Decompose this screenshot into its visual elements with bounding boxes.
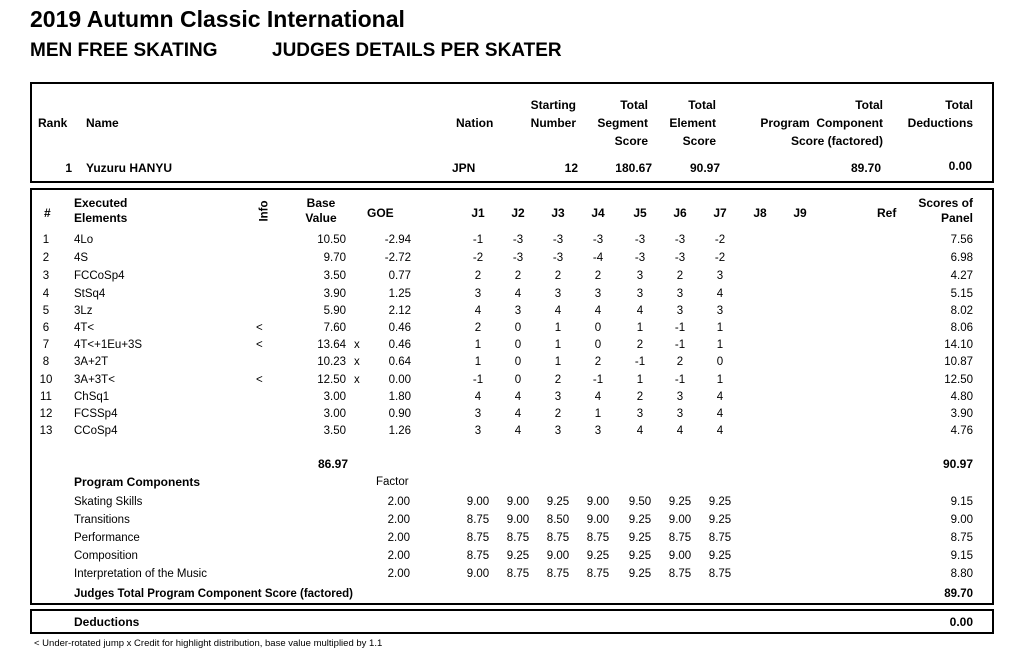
pcs-panel-score: 9.15	[950, 550, 973, 562]
element-x-flag: x	[354, 356, 360, 368]
element-judge-score: 2	[514, 270, 522, 282]
element-judge-score: 3	[676, 391, 684, 403]
element-panel-score: 8.06	[950, 322, 973, 334]
pcs-factor: 2.00	[387, 568, 410, 580]
element-judge-score: 0	[514, 339, 522, 351]
pcs-judge-score: 8.75	[506, 532, 530, 544]
judge-header-2: J2	[511, 206, 525, 220]
pcs-judge-score: 9.00	[668, 550, 692, 562]
element-goe: -2.72	[384, 252, 411, 264]
element-base-value: 10.50	[317, 234, 346, 246]
pcs-judge-score: 9.00	[546, 550, 570, 562]
skater-deductions: 0.00	[948, 159, 972, 173]
element-judge-score: 1	[716, 339, 724, 351]
element-judge-score: -3	[552, 234, 564, 246]
elements-header: Executed Elements	[74, 196, 128, 225]
pcs-judge-score: 9.25	[586, 550, 610, 562]
element-judge-score: -1	[674, 339, 686, 351]
element-judge-score: 4	[716, 288, 724, 300]
element-judge-score: -4	[592, 252, 604, 264]
pcs-judge-score: 9.00	[466, 568, 490, 580]
element-info: <	[256, 339, 263, 351]
element-number: 5	[42, 305, 50, 317]
pcs-judge-score: 8.50	[546, 514, 570, 526]
element-judge-score: 4	[636, 425, 644, 437]
pcs-judge-score: 8.75	[708, 568, 732, 580]
pcs-panel-score: 9.15	[950, 496, 973, 508]
element-judge-score: 4	[636, 305, 644, 317]
element-judge-score: 4	[514, 288, 522, 300]
pcs-factor: 2.00	[387, 550, 410, 562]
element-number: 6	[42, 322, 50, 334]
element-judge-score: 1	[636, 322, 644, 334]
judge-header-9: J9	[793, 206, 807, 220]
skater-rank: 1	[65, 161, 72, 175]
element-judge-score: 1	[554, 339, 562, 351]
pcs-judge-score: 9.25	[546, 496, 570, 508]
element-judge-score: -1	[674, 374, 686, 386]
element-goe: 0.46	[388, 339, 411, 351]
element-name: FCSSp4	[74, 408, 118, 420]
element-judge-score: 2	[676, 356, 684, 368]
element-judge-score: -3	[634, 252, 646, 264]
deductions-value: 0.00	[949, 615, 973, 629]
element-judge-score: 1	[716, 374, 724, 386]
pcs-component-name: Composition	[74, 550, 138, 562]
element-judge-score: 3	[514, 305, 522, 317]
element-name: ChSq1	[74, 391, 110, 403]
element-panel-score: 8.02	[950, 305, 973, 317]
element-info: <	[256, 374, 263, 386]
element-judge-score: 4	[716, 425, 724, 437]
element-goe: 1.26	[388, 425, 411, 437]
pcs-judge-score: 8.75	[466, 550, 490, 562]
pcs-judge-score: 9.25	[506, 550, 530, 562]
pcs-judge-score: 8.75	[466, 514, 490, 526]
element-judge-score: -2	[714, 252, 726, 264]
pcs-component-name: Interpretation of the Music	[74, 568, 207, 580]
element-judge-score: 2	[676, 270, 684, 282]
element-panel-score: 12.50	[944, 374, 973, 386]
element-judge-score: 2	[636, 391, 644, 403]
element-goe: 0.00	[388, 374, 411, 386]
pcs-component-name: Transitions	[74, 514, 130, 526]
element-goe: -2.94	[384, 234, 411, 246]
element-x-flag: x	[354, 339, 360, 351]
element-judge-score: 2	[474, 270, 482, 282]
pcs-judge-score: 9.25	[628, 550, 652, 562]
element-judge-score: 2	[554, 270, 562, 282]
element-panel-score: 6.98	[950, 252, 973, 264]
element-panel-score: 4.27	[950, 270, 973, 282]
pcs-judge-score: 8.75	[466, 532, 490, 544]
deductions-header: Total Deductions	[907, 98, 973, 130]
tss-header: Total Segment Score	[597, 98, 648, 148]
goe-header: GOE	[367, 206, 394, 220]
pcs-judge-score: 9.25	[708, 550, 732, 562]
element-judge-score: -3	[552, 252, 564, 264]
judge-header-1: J1	[471, 206, 485, 220]
element-goe: 2.12	[388, 305, 411, 317]
element-base-value: 12.50	[317, 374, 346, 386]
element-judge-score: 0	[514, 322, 522, 334]
element-panel-score: 5.15	[950, 288, 973, 300]
element-judge-score: 3	[716, 305, 724, 317]
element-judge-score: 3	[554, 425, 562, 437]
element-judge-score: 3	[676, 408, 684, 420]
element-name: FCCoSp4	[74, 270, 125, 282]
pcs-judge-score: 8.75	[668, 532, 692, 544]
pcs-judge-score: 9.00	[466, 496, 490, 508]
element-judge-score: -2	[714, 234, 726, 246]
element-goe: 0.90	[388, 408, 411, 420]
element-judge-score: 4	[676, 425, 684, 437]
element-goe: 0.64	[388, 356, 411, 368]
skater-nation: JPN	[452, 161, 476, 175]
element-base-value: 3.50	[323, 270, 346, 282]
element-number: 2	[42, 252, 50, 264]
element-judge-score: 4	[514, 408, 522, 420]
element-judge-score: 4	[474, 391, 482, 403]
element-judge-score: -3	[674, 234, 686, 246]
element-judge-score: 4	[554, 305, 562, 317]
pcs-panel-score: 8.80	[950, 568, 973, 580]
pcs-total-value: 89.70	[944, 588, 973, 600]
element-base-value: 9.70	[323, 252, 346, 264]
base-value-header: Base Value	[305, 196, 337, 225]
pcs-component-name: Skating Skills	[74, 496, 143, 508]
element-judge-score: 1	[474, 339, 482, 351]
element-judge-score: 3	[594, 288, 602, 300]
element-judge-score: 4	[594, 305, 602, 317]
element-number: 11	[40, 391, 52, 403]
rank-header: Rank	[38, 116, 68, 130]
element-judge-score: 2	[594, 356, 602, 368]
name-header: Name	[86, 116, 119, 130]
pcs-judge-score: 8.75	[546, 568, 570, 580]
element-base-value: 7.60	[323, 322, 346, 334]
pcs-judge-score: 9.00	[506, 514, 530, 526]
element-judge-score: 0	[514, 356, 522, 368]
element-num-header: #	[44, 206, 51, 220]
element-name: 3A+3T<	[74, 374, 115, 386]
element-judge-score: 3	[636, 408, 644, 420]
element-name: 3A+2T	[74, 356, 109, 368]
element-name: 4T<	[74, 322, 95, 334]
skater-tss: 180.67	[615, 161, 652, 175]
judge-header-7: J7	[713, 206, 727, 220]
element-number: 7	[42, 339, 50, 351]
panel-score-header: Scores of Panel	[918, 196, 973, 225]
element-judge-score: 2	[474, 322, 482, 334]
judge-header-5: J5	[633, 206, 647, 220]
pcs-factor: 2.00	[387, 532, 410, 544]
element-goe: 1.25	[388, 288, 411, 300]
element-number: 13	[39, 425, 53, 437]
pcs-factor: 2.00	[387, 496, 410, 508]
element-judge-score: 3	[594, 425, 602, 437]
element-judge-score: -1	[634, 356, 646, 368]
element-judge-score: 4	[594, 391, 602, 403]
element-base-value: 13.64	[317, 339, 346, 351]
pcs-judge-score: 9.25	[628, 568, 652, 580]
pcs-judge-score: 9.00	[586, 496, 610, 508]
pcs-section-title: Program Components	[74, 475, 201, 489]
element-judge-score: 3	[554, 288, 562, 300]
element-panel-score: 14.10	[944, 339, 973, 351]
elements-panel-total: 90.97	[942, 457, 973, 471]
element-judge-score: 2	[636, 339, 644, 351]
pcs-total-label: Judges Total Program Component Score (factored)	[74, 588, 354, 600]
pcs-factor: 2.00	[387, 514, 410, 526]
nation-header: Nation	[456, 116, 494, 130]
element-panel-score: 3.90	[950, 408, 973, 420]
element-judge-score: 3	[636, 288, 644, 300]
pcs-judge-score: 9.00	[668, 514, 692, 526]
element-goe: 1.80	[388, 391, 411, 403]
element-judge-score: -3	[512, 234, 524, 246]
element-judge-score: 3	[676, 288, 684, 300]
element-judge-score: 1	[474, 356, 482, 368]
element-judge-score: 3	[716, 270, 724, 282]
element-judge-score: 1	[716, 322, 724, 334]
element-judge-score: -1	[472, 374, 484, 386]
element-base-value: 3.00	[323, 391, 346, 403]
element-goe: 0.46	[388, 322, 411, 334]
page-title: 2019 Autumn Classic International	[30, 6, 405, 32]
element-judge-score: 3	[636, 270, 644, 282]
judge-header-6: J6	[673, 206, 687, 220]
element-number: 10	[39, 374, 53, 386]
pcs-judge-score: 8.75	[586, 532, 610, 544]
element-base-value: 10.23	[317, 356, 346, 368]
element-judge-score: 0	[594, 339, 602, 351]
element-judge-score: 4	[514, 391, 522, 403]
element-judge-score: 4	[474, 305, 482, 317]
element-x-flag: x	[354, 374, 360, 386]
pcs-judge-score: 8.75	[586, 568, 610, 580]
element-judge-score: 2	[594, 270, 602, 282]
element-judge-score: 0	[716, 356, 724, 368]
element-judge-score: 4	[716, 391, 724, 403]
element-name: 4Lo	[74, 234, 94, 246]
segment-title: MEN FREE SKATING	[30, 40, 218, 61]
element-info: <	[256, 322, 263, 334]
pcs-judge-score: 9.25	[628, 532, 652, 544]
element-name: 3Lz	[74, 305, 93, 317]
element-number: 1	[42, 234, 50, 246]
skater-name: Yuzuru HANYU	[86, 161, 173, 175]
element-judge-score: 2	[554, 408, 562, 420]
element-number: 3	[42, 270, 50, 282]
element-judge-score: -3	[592, 234, 604, 246]
element-base-value: 3.90	[323, 288, 346, 300]
element-judge-score: 3	[474, 408, 482, 420]
element-judge-score: -2	[472, 252, 484, 264]
pcs-judge-score: 9.25	[628, 514, 652, 526]
element-name: CCoSp4	[74, 425, 118, 437]
element-judge-score: 3	[676, 305, 684, 317]
element-base-value: 5.90	[323, 305, 346, 317]
pcs-judge-score: 8.75	[708, 532, 732, 544]
element-name: 4S	[74, 252, 89, 264]
element-judge-score: -1	[674, 322, 686, 334]
skater-tes: 90.97	[689, 161, 720, 175]
element-number: 4	[42, 288, 50, 300]
judge-header-4: J4	[591, 206, 605, 220]
element-panel-score: 10.87	[944, 356, 973, 368]
element-base-value: 3.50	[323, 425, 346, 437]
element-base-value: 3.00	[323, 408, 346, 420]
pcs-judge-score: 9.25	[708, 496, 732, 508]
pcs-judge-score: 9.00	[586, 514, 610, 526]
pcs-judge-score: 9.50	[628, 496, 652, 508]
element-judge-score: -3	[674, 252, 686, 264]
element-judge-score: -3	[634, 234, 646, 246]
element-name: 4T<+1Eu+3S	[74, 339, 143, 351]
pcs-judge-score: 8.75	[668, 568, 692, 580]
legend: < Under-rotated jump x Credit for highlight distribution, base value multiplied by 1.1	[34, 638, 383, 649]
element-judge-score: 2	[554, 374, 562, 386]
element-judge-score: -1	[472, 234, 484, 246]
pcs-judge-score: 8.75	[506, 568, 530, 580]
tes-header: Total Element Score	[669, 98, 716, 148]
starting-number-header: Starting Number	[530, 98, 576, 130]
element-judge-score: 1	[636, 374, 644, 386]
info-header: Info	[258, 200, 271, 222]
pcs-header: Total Program Component Score (factored)	[760, 98, 883, 148]
element-judge-score: 0	[594, 322, 602, 334]
element-judge-score: 1	[554, 356, 562, 368]
element-judge-score: -1	[592, 374, 604, 386]
deductions-box	[30, 609, 994, 634]
deductions-label: Deductions	[74, 615, 140, 629]
pcs-judge-score: 9.25	[668, 496, 692, 508]
element-judge-score: 1	[554, 322, 562, 334]
element-goe: 0.77	[388, 270, 411, 282]
element-judge-score: 1	[594, 408, 602, 420]
skater-starting-number: 12	[564, 161, 578, 175]
element-judge-score: 3	[474, 425, 482, 437]
report-title: JUDGES DETAILS PER SKATER	[272, 40, 562, 61]
element-judge-score: 4	[716, 408, 724, 420]
element-judge-score: 3	[474, 288, 482, 300]
pcs-judge-score: 9.00	[506, 496, 530, 508]
judge-header-8: J8	[753, 206, 767, 220]
element-panel-score: 4.80	[950, 391, 973, 403]
element-number: 12	[39, 408, 53, 420]
factor-header: Factor	[376, 476, 409, 488]
element-judge-score: 3	[554, 391, 562, 403]
pcs-panel-score: 9.00	[950, 514, 973, 526]
element-name: StSq4	[74, 288, 106, 300]
element-judge-score: -3	[512, 252, 524, 264]
element-panel-score: 7.56	[950, 234, 973, 246]
element-judge-score: 0	[514, 374, 522, 386]
ref-header: Ref	[877, 206, 897, 220]
base-value-total: 86.97	[317, 457, 348, 471]
pcs-panel-score: 8.75	[950, 532, 973, 544]
pcs-judge-score: 9.25	[708, 514, 732, 526]
element-judge-score: 4	[514, 425, 522, 437]
element-number: 8	[42, 356, 50, 368]
pcs-judge-score: 8.75	[546, 532, 570, 544]
skater-pcs: 89.70	[850, 161, 881, 175]
judge-header-3: J3	[551, 206, 565, 220]
element-panel-score: 4.76	[950, 425, 973, 437]
pcs-component-name: Performance	[74, 532, 140, 544]
